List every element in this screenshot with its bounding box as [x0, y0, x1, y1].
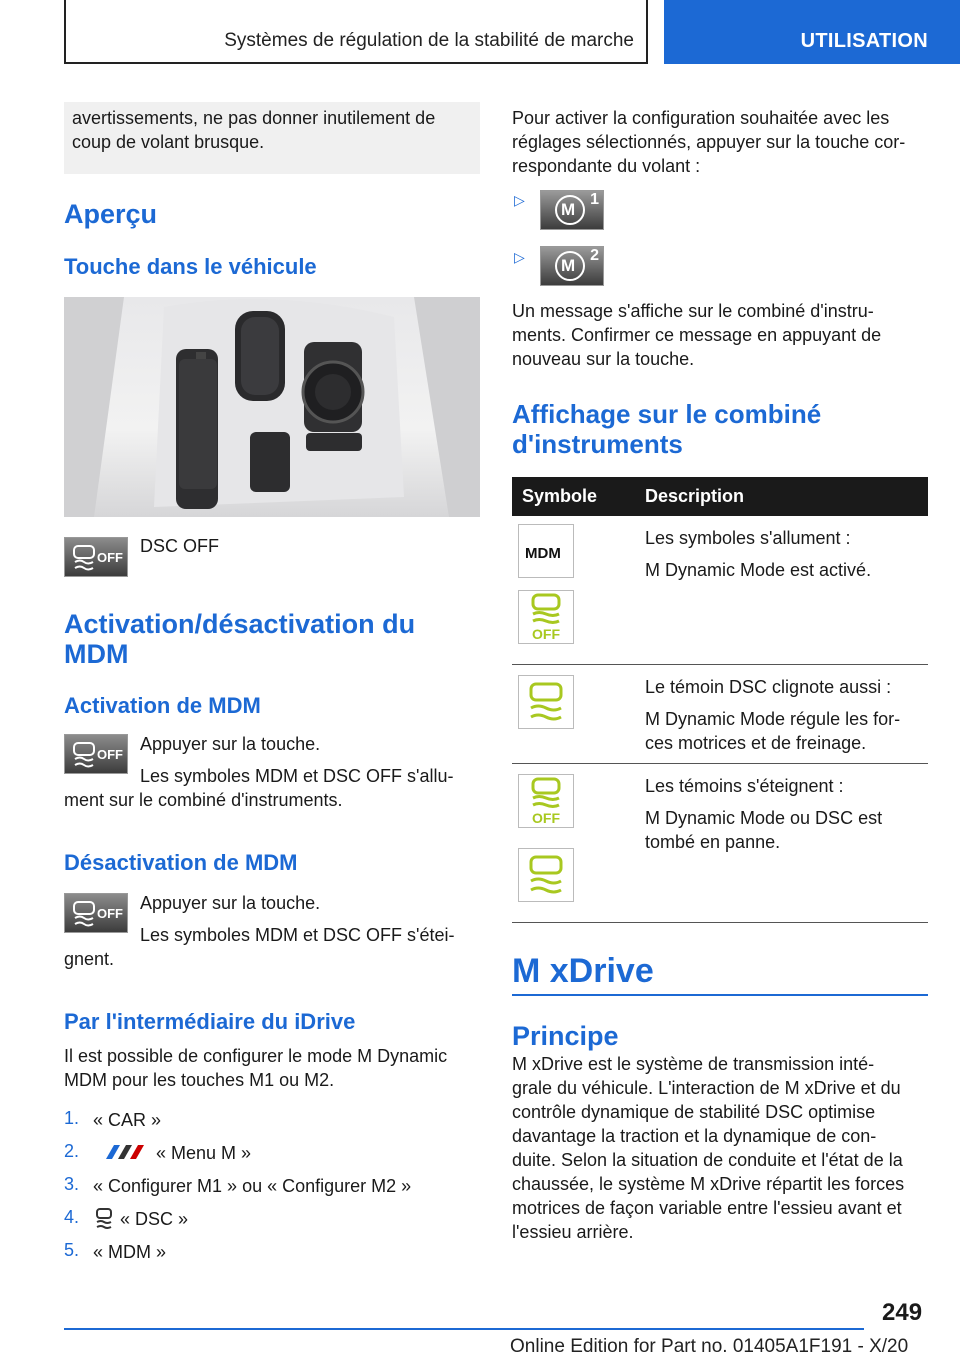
- desactivation-result-text: Les symboles MDM et DSC OFF s'étei-: [140, 925, 455, 945]
- heading-touche-vehicule: Touche dans le véhicule: [64, 254, 317, 279]
- dsc-off-button-icon: OFF: [64, 734, 128, 774]
- section-rule: [512, 994, 928, 996]
- section-title: Systèmes de régulation de la stabilité de marche: [224, 30, 634, 51]
- dsc-car-icon: [94, 1207, 114, 1229]
- dsc-off-button-icon: OFF: [64, 893, 128, 933]
- heading-activation-desactivation-mdm: Activation/désactivation du MDM: [64, 609, 416, 669]
- principe-paragraph: M xDrive est le système de transmission inté- grale du véhicule. L'interaction de M xDrive et du contrôle dynamique de stabilité DSC optimise davantage la traction et la dynamique de con- duite. Selon la situation de conduite et l'état de la chaussée, le système M xDrive répartit les forces motrices de façon variable entre l'essieu avant et l'essieu arrière.: [512, 1054, 905, 1242]
- indicator-table: [512, 477, 928, 923]
- table-header-row: [512, 477, 928, 516]
- table-row: [512, 516, 928, 665]
- chapter-tab-label: UTILISATION: [800, 30, 928, 52]
- column-header-description: Description: [635, 477, 928, 516]
- description-cell: Les témoins s'éteignent : M Dynamic Mode ou DSC est tombé en panne.: [635, 764, 928, 923]
- svg-text:OFF: OFF: [532, 810, 560, 826]
- heading-desactivation-mdm: Désactivation de MDM: [64, 850, 298, 875]
- dsc-off-indicator-icon: [518, 590, 574, 644]
- heading-m-xdrive: M xDrive: [512, 952, 654, 990]
- page-number: 249: [882, 1299, 923, 1326]
- activation-step-text: Appuyer sur la touche.: [140, 734, 321, 754]
- symbol-cell: [512, 764, 635, 923]
- console-illustration: [64, 297, 480, 517]
- desactivation-step-text: Appuyer sur la touche.: [140, 893, 321, 913]
- description-cell: Les symboles s'allument : M Dynamic Mode est activé.: [635, 516, 928, 665]
- header-section-box: [64, 0, 648, 64]
- table-row: [512, 764, 928, 923]
- heading-apercu: Aperçu: [64, 199, 158, 229]
- heading-affichage-combine: Affichage sur le combiné d'instruments: [512, 399, 822, 459]
- description-cell: Le témoin DSC clignote aussi : M Dynamic Mode régule les for- ces motrices et de freinage.: [635, 665, 928, 764]
- svg-text:OFF: OFF: [532, 626, 560, 642]
- heading-activation-mdm: Activation de MDM: [64, 693, 261, 718]
- symbol-cell: [512, 665, 635, 764]
- note-text: avertissements, ne pas donner inutilement de coup de volant brusque.: [72, 108, 436, 152]
- dsc-off-button-icon: OFF: [64, 537, 128, 577]
- desactivation-result-text-cont: gnent.: [64, 949, 115, 969]
- intro-line-3: respondante du volant :: [512, 156, 701, 176]
- intro-line-1: Pour activer la configuration souhaitée avec les: [512, 108, 890, 128]
- column-header-symbole: Symbole: [512, 477, 635, 516]
- message-line-2: ments. Confirmer ce message en appuyant de: [512, 325, 882, 345]
- footer-rule: [64, 1328, 864, 1330]
- activation-result-text: Les symboles MDM et DSC OFF s'allu-: [140, 766, 454, 786]
- edition-info: Online Edition for Part no. 01405A1F191 - X/20: [510, 1336, 909, 1357]
- symbol-cell: [512, 516, 635, 665]
- dsc-indicator-icon: [518, 675, 574, 729]
- dsc-off-caption: DSC OFF: [140, 536, 219, 556]
- table-row: [512, 665, 928, 764]
- m2-button-icon: M 2: [540, 246, 604, 286]
- dsc-off-indicator-icon: [518, 774, 574, 828]
- message-line-3: nouveau sur la touche.: [512, 349, 695, 369]
- heading-idrive: Par l'intermédiaire du iDrive: [64, 1009, 356, 1034]
- chapter-tab[interactable]: [664, 0, 960, 64]
- heading-principe: Principe: [512, 1021, 619, 1051]
- note-box: [64, 102, 480, 174]
- dsc-indicator-icon: [518, 848, 574, 902]
- console-photo: [64, 297, 480, 517]
- bullet-icon: ▷: [514, 249, 525, 265]
- intro-line-2: réglages sélectionnés, appuyer sur la touche cor-: [512, 132, 906, 152]
- m1-button-icon: M 1: [540, 190, 604, 230]
- bullet-icon: ▷: [514, 192, 525, 208]
- idrive-paragraph: Il est possible de configurer le mode M Dynamic MDM pour les touches M1 ou M2.: [64, 1046, 448, 1090]
- m-menu-icon: [100, 1143, 148, 1161]
- mdm-indicator-icon: MDM: [518, 524, 574, 578]
- activation-result-text-cont: ment sur le combiné d'instruments.: [64, 790, 343, 810]
- message-line-1: Un message s'affiche sur le combiné d'instru-: [512, 301, 874, 321]
